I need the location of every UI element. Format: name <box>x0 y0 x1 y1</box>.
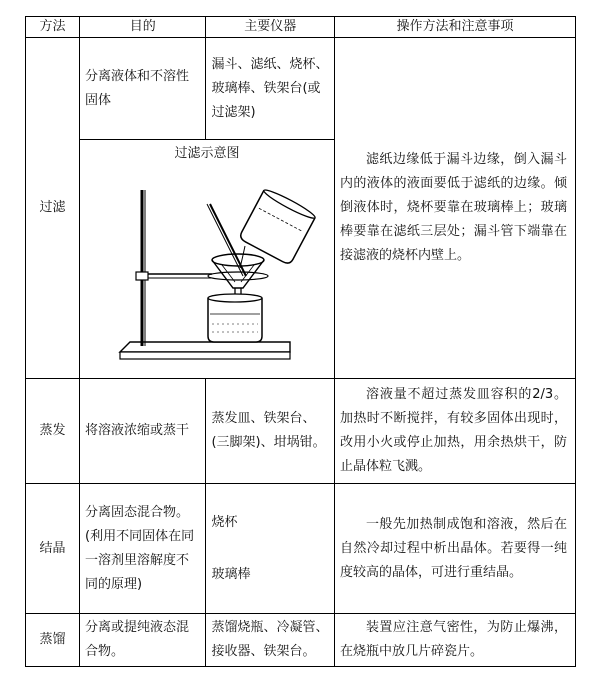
header-method: 方法 <box>26 17 80 38</box>
header-purpose: 目的 <box>80 17 206 38</box>
purpose-cell: 将溶液浓缩或蒸干 <box>80 379 206 484</box>
header-instruments: 主要仪器 <box>206 17 335 38</box>
figure-title: 过滤示意图 <box>174 146 240 161</box>
experiment-table <box>25 16 576 667</box>
table-row-evaporation <box>26 379 576 484</box>
instruments-cell <box>206 484 335 614</box>
instruments-cell: 蒸馏烧瓶、冷凝管、接收器、铁架台。 <box>206 614 335 667</box>
notes-cell: 溶液量不超过蒸发皿容积的2/3。加热时不断搅拌，有较多固体出现时，改用小火或停止加热，用余热烘干，防止晶体粒飞溅。 <box>335 379 576 484</box>
table-header-row <box>26 17 576 38</box>
instruments-cell: 漏斗、滤纸、烧杯、玻璃棒、铁架台(或过滤架) <box>206 38 335 140</box>
method-cell: 蒸发 <box>26 379 80 484</box>
filtration-apparatus-diagram <box>80 164 334 369</box>
instrument-glass-rod: 玻璃棒 <box>211 566 251 582</box>
table-row-crystallization <box>26 484 576 614</box>
table-row-distillation <box>26 614 576 667</box>
method-cell: 蒸馏 <box>26 614 80 667</box>
notes-cell: 一般先加热制成饱和溶液，然后在自然冷却过程中析出晶体。若要得一纯度较高的晶体，可进行重结晶。 <box>335 484 576 614</box>
instruments-cell: 蒸发皿、铁架台、(三脚架)、坩埚钳。 <box>206 379 335 484</box>
purpose-cell: 分离固态混合物。(利用不同固体在同一溶剂里溶解度不同的原理) <box>80 484 206 614</box>
method-cell: 结晶 <box>26 484 80 614</box>
method-cell: 过滤 <box>26 38 80 379</box>
figure-cell <box>80 140 335 379</box>
header-notes: 操作方法和注意事项 <box>335 17 576 38</box>
instrument-beaker: 烧杯 <box>211 514 238 530</box>
purpose-cell: 分离液体和不溶性固体 <box>80 38 206 140</box>
purpose-cell: 分离或提纯液态混合物。 <box>80 614 206 667</box>
table-row-filtration <box>26 38 576 140</box>
notes-cell: 滤纸边缘低于漏斗边缘，倒入漏斗内的液体的液面要低于滤纸的边缘。倾倒液体时，烧杯要靠在玻璃棒上；玻璃棒要靠在滤纸三层处；漏斗管下端靠在接滤液的烧杯内壁上。 <box>335 38 576 379</box>
notes-cell: 装置应注意气密性，为防止爆沸，在烧瓶中放几片碎瓷片。 <box>335 614 576 667</box>
